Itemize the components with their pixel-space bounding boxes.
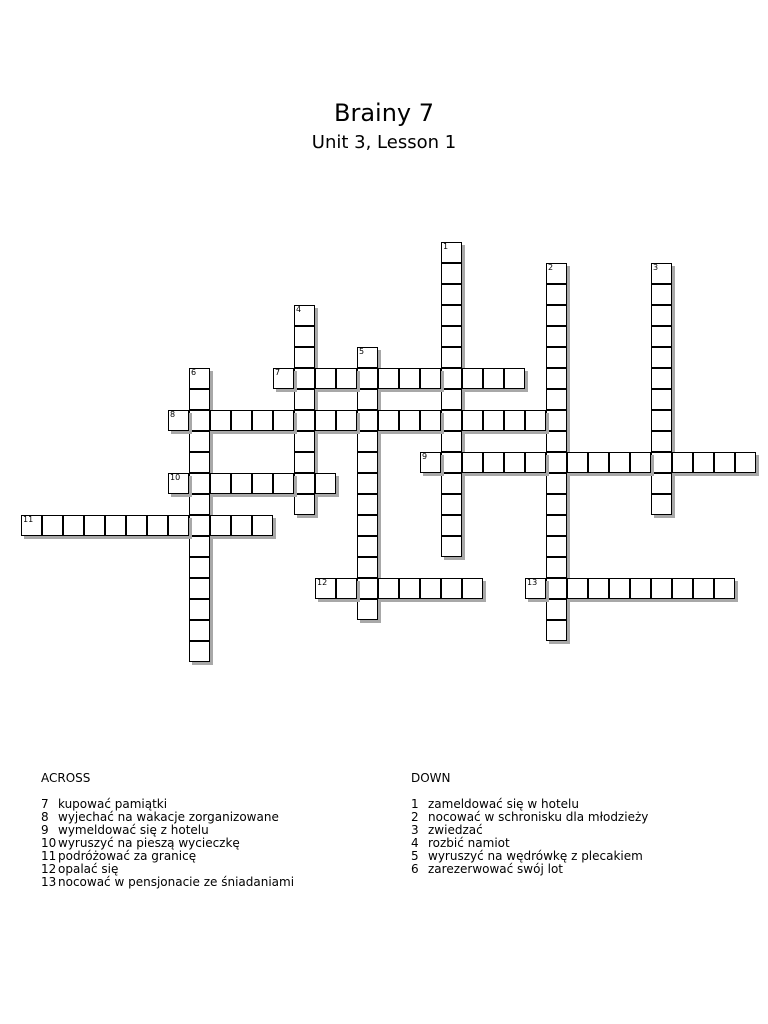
clue-text: zarezerwować swój lot xyxy=(428,862,563,876)
clue-item xyxy=(41,876,294,889)
grid-cell[interactable] xyxy=(651,578,672,599)
clue-number: 9 xyxy=(41,823,49,837)
grid-cell[interactable] xyxy=(651,494,672,515)
grid-cell[interactable] xyxy=(231,515,252,536)
grid-cell[interactable] xyxy=(357,515,378,536)
grid-cell[interactable] xyxy=(441,368,462,389)
grid-cell[interactable] xyxy=(315,578,336,599)
grid-cell[interactable] xyxy=(546,473,567,494)
grid-cell[interactable] xyxy=(483,368,504,389)
grid-cell[interactable] xyxy=(357,410,378,431)
clue-text: wymeldować się z hotelu xyxy=(58,823,209,837)
grid-cell[interactable] xyxy=(546,389,567,410)
clue-text: wyjechać na wakacje zorganizowane xyxy=(58,810,279,824)
cell-number: 4 xyxy=(296,305,302,314)
grid-cell[interactable] xyxy=(273,410,294,431)
grid-cell[interactable] xyxy=(546,347,567,368)
grid-cell[interactable] xyxy=(651,473,672,494)
grid-cell[interactable] xyxy=(609,452,630,473)
grid-cell[interactable] xyxy=(210,410,231,431)
grid-cell[interactable] xyxy=(357,452,378,473)
grid-cell[interactable] xyxy=(462,578,483,599)
grid-cell[interactable] xyxy=(714,452,735,473)
grid-cell[interactable] xyxy=(483,452,504,473)
grid-cell[interactable] xyxy=(357,536,378,557)
grid-cell[interactable] xyxy=(189,431,210,452)
grid-cell[interactable] xyxy=(294,347,315,368)
across-clue-list xyxy=(41,798,294,889)
grid-cell[interactable] xyxy=(189,641,210,662)
grid-cell[interactable] xyxy=(441,515,462,536)
grid-cell[interactable] xyxy=(63,515,84,536)
cell-number: 5 xyxy=(359,347,365,356)
clue-text: zameldować się w hotelu xyxy=(428,797,579,811)
grid-cell[interactable] xyxy=(189,599,210,620)
grid-cell[interactable] xyxy=(441,347,462,368)
grid-cell[interactable] xyxy=(693,452,714,473)
grid-cell[interactable] xyxy=(525,410,546,431)
grid-cell[interactable] xyxy=(294,410,315,431)
clue-number: 8 xyxy=(41,810,49,824)
puzzle-title: Brainy 7 xyxy=(333,99,435,127)
grid-cell[interactable] xyxy=(189,452,210,473)
clue-number: 4 xyxy=(411,836,419,850)
grid-cell[interactable] xyxy=(399,368,420,389)
grid-cell[interactable] xyxy=(651,410,672,431)
grid-cell[interactable] xyxy=(630,578,651,599)
grid-cell[interactable] xyxy=(315,410,336,431)
grid-cell[interactable] xyxy=(105,515,126,536)
grid-cell[interactable] xyxy=(735,452,756,473)
grid-cell[interactable] xyxy=(189,515,210,536)
grid-cell[interactable] xyxy=(441,263,462,284)
grid-cell[interactable] xyxy=(546,368,567,389)
grid-cell[interactable] xyxy=(399,410,420,431)
clue-text: nocować w pensjonacie ze śniadaniami xyxy=(58,875,295,889)
clue-number: 11 xyxy=(41,849,57,863)
grid-cell[interactable] xyxy=(189,410,210,431)
grid-cell[interactable] xyxy=(231,473,252,494)
grid-cell[interactable] xyxy=(294,326,315,347)
grid-cell[interactable] xyxy=(315,368,336,389)
grid-cell[interactable] xyxy=(441,242,462,263)
clue-number: 3 xyxy=(411,823,419,837)
grid-cell[interactable] xyxy=(378,578,399,599)
grid-cell[interactable] xyxy=(147,515,168,536)
grid-cell[interactable] xyxy=(546,494,567,515)
grid-cell[interactable] xyxy=(546,599,567,620)
clue-number: 10 xyxy=(41,836,57,850)
grid-cell[interactable] xyxy=(441,389,462,410)
grid-cell[interactable] xyxy=(546,431,567,452)
grid-cell[interactable] xyxy=(189,578,210,599)
grid-cell[interactable] xyxy=(357,599,378,620)
grid-cell[interactable] xyxy=(420,368,441,389)
grid-cell[interactable] xyxy=(651,263,672,284)
grid-cell[interactable] xyxy=(189,368,210,389)
grid-cell[interactable] xyxy=(441,431,462,452)
grid-cell[interactable] xyxy=(441,326,462,347)
grid-cell[interactable] xyxy=(357,557,378,578)
grid-cell[interactable] xyxy=(252,515,273,536)
grid-cell[interactable] xyxy=(651,305,672,326)
grid-cell[interactable] xyxy=(441,284,462,305)
grid-cell[interactable] xyxy=(420,578,441,599)
grid-cell[interactable] xyxy=(441,536,462,557)
grid-cell[interactable] xyxy=(189,557,210,578)
grid-cell[interactable] xyxy=(210,473,231,494)
grid-cell[interactable] xyxy=(693,578,714,599)
grid-cell[interactable] xyxy=(189,536,210,557)
grid-cell[interactable] xyxy=(504,452,525,473)
clue-text: zwiedzać xyxy=(428,823,483,837)
grid-cell[interactable] xyxy=(210,515,231,536)
grid-cell[interactable] xyxy=(525,452,546,473)
clue-text: rozbić namiot xyxy=(428,836,510,850)
grid-cell[interactable] xyxy=(504,410,525,431)
cell-number: 9 xyxy=(422,452,428,461)
grid-cell[interactable] xyxy=(651,326,672,347)
grid-cell[interactable] xyxy=(273,368,294,389)
grid-cell[interactable] xyxy=(462,410,483,431)
grid-cell[interactable] xyxy=(252,473,273,494)
down-heading: DOWN xyxy=(411,771,451,785)
grid-cell[interactable] xyxy=(84,515,105,536)
grid-cell[interactable] xyxy=(651,368,672,389)
grid-cell[interactable] xyxy=(441,410,462,431)
cell-number: 13 xyxy=(527,578,538,587)
clue-text: nocować w schronisku dla młodzieży xyxy=(428,810,649,824)
grid-cell[interactable] xyxy=(546,515,567,536)
grid-cell[interactable] xyxy=(357,578,378,599)
grid-cell[interactable] xyxy=(357,347,378,368)
grid-cell[interactable] xyxy=(294,494,315,515)
grid-cell[interactable] xyxy=(357,389,378,410)
grid-cell[interactable] xyxy=(672,452,693,473)
grid-cell[interactable] xyxy=(588,578,609,599)
grid-cell[interactable] xyxy=(504,368,525,389)
clue-number: 13 xyxy=(41,875,57,889)
grid-cell[interactable] xyxy=(441,305,462,326)
grid-cell[interactable] xyxy=(399,578,420,599)
grid-cell[interactable] xyxy=(420,452,441,473)
clue-text: kupować pamiątki xyxy=(58,797,168,811)
cell-number: 3 xyxy=(653,263,659,272)
grid-cell[interactable] xyxy=(357,494,378,515)
grid-cell[interactable] xyxy=(546,326,567,347)
puzzle-subtitle: Unit 3, Lesson 1 xyxy=(311,132,457,153)
grid-cell[interactable] xyxy=(546,536,567,557)
grid-cell[interactable] xyxy=(651,284,672,305)
down-clues xyxy=(411,772,648,876)
cell-number: 11 xyxy=(23,515,34,524)
grid-cell[interactable] xyxy=(168,515,189,536)
grid-cell[interactable] xyxy=(441,494,462,515)
grid-cell[interactable] xyxy=(651,347,672,368)
clue-text: podróżować za granicę xyxy=(58,849,197,863)
grid-cell[interactable] xyxy=(546,578,567,599)
cell-number: 6 xyxy=(191,368,197,377)
grid-cell[interactable] xyxy=(378,410,399,431)
clue-text: wyruszyć na pieszą wycieczkę xyxy=(58,836,240,850)
grid-cell[interactable] xyxy=(609,578,630,599)
grid-cell[interactable] xyxy=(441,473,462,494)
grid-cell[interactable] xyxy=(651,452,672,473)
clue-item xyxy=(411,863,648,876)
grid-cell[interactable] xyxy=(420,410,441,431)
grid-cell[interactable] xyxy=(462,452,483,473)
grid-cell[interactable] xyxy=(231,410,252,431)
grid-cell[interactable] xyxy=(294,452,315,473)
cell-number: 7 xyxy=(275,368,281,377)
clue-number: 7 xyxy=(41,797,49,811)
cell-number: 1 xyxy=(443,242,449,251)
grid-cell[interactable] xyxy=(336,410,357,431)
clue-text: wyruszyć na wędrówkę z plecakiem xyxy=(428,849,643,863)
grid-cell[interactable] xyxy=(546,263,567,284)
grid-cell[interactable] xyxy=(126,515,147,536)
clue-number: 6 xyxy=(411,862,419,876)
grid-cell[interactable] xyxy=(168,410,189,431)
grid-cell[interactable] xyxy=(189,494,210,515)
grid-cell[interactable] xyxy=(357,431,378,452)
grid-cell[interactable] xyxy=(252,410,273,431)
grid-cell[interactable] xyxy=(546,557,567,578)
cell-number: 10 xyxy=(170,473,181,482)
down-clue-list xyxy=(411,798,648,876)
grid-cell[interactable] xyxy=(462,368,483,389)
clue-text: opalać się xyxy=(58,862,119,876)
grid-cell[interactable] xyxy=(294,431,315,452)
grid-cell[interactable] xyxy=(714,578,735,599)
grid-cell[interactable] xyxy=(378,368,399,389)
grid-cell[interactable] xyxy=(546,620,567,641)
across-clues xyxy=(41,772,294,889)
clue-number: 1 xyxy=(411,797,419,811)
cell-number: 12 xyxy=(317,578,328,587)
grid-cell[interactable] xyxy=(336,578,357,599)
grid-cell[interactable] xyxy=(189,620,210,641)
grid-cell[interactable] xyxy=(189,389,210,410)
grid-cell[interactable] xyxy=(315,473,336,494)
grid-cell[interactable] xyxy=(546,305,567,326)
grid-cell[interactable] xyxy=(294,305,315,326)
grid-cell[interactable] xyxy=(336,368,357,389)
grid-cell[interactable] xyxy=(651,389,672,410)
cell-number: 8 xyxy=(170,410,176,419)
grid-cell[interactable] xyxy=(21,515,42,536)
cell-number: 2 xyxy=(548,263,554,272)
grid-cell[interactable] xyxy=(357,368,378,389)
grid-cell[interactable] xyxy=(483,410,504,431)
grid-cell[interactable] xyxy=(294,389,315,410)
grid-cell[interactable] xyxy=(567,452,588,473)
grid-cell[interactable] xyxy=(672,578,693,599)
grid-cell[interactable] xyxy=(525,578,546,599)
grid-cell[interactable] xyxy=(651,431,672,452)
grid-cell[interactable] xyxy=(441,578,462,599)
grid-cell[interactable] xyxy=(189,473,210,494)
grid-cell[interactable] xyxy=(42,515,63,536)
grid-cell[interactable] xyxy=(441,452,462,473)
grid-cell[interactable] xyxy=(546,452,567,473)
grid-cell[interactable] xyxy=(273,473,294,494)
grid-cell[interactable] xyxy=(294,473,315,494)
across-heading: ACROSS xyxy=(41,771,91,785)
grid-cell[interactable] xyxy=(588,452,609,473)
clue-number: 5 xyxy=(411,849,419,863)
grid-cell[interactable] xyxy=(546,410,567,431)
grid-cell[interactable] xyxy=(546,284,567,305)
grid-cell[interactable] xyxy=(168,473,189,494)
grid-cell[interactable] xyxy=(357,473,378,494)
grid-cell[interactable] xyxy=(567,578,588,599)
clue-number: 12 xyxy=(41,862,57,876)
grid-cell[interactable] xyxy=(630,452,651,473)
clue-number: 2 xyxy=(411,810,419,824)
grid-cell[interactable] xyxy=(294,368,315,389)
